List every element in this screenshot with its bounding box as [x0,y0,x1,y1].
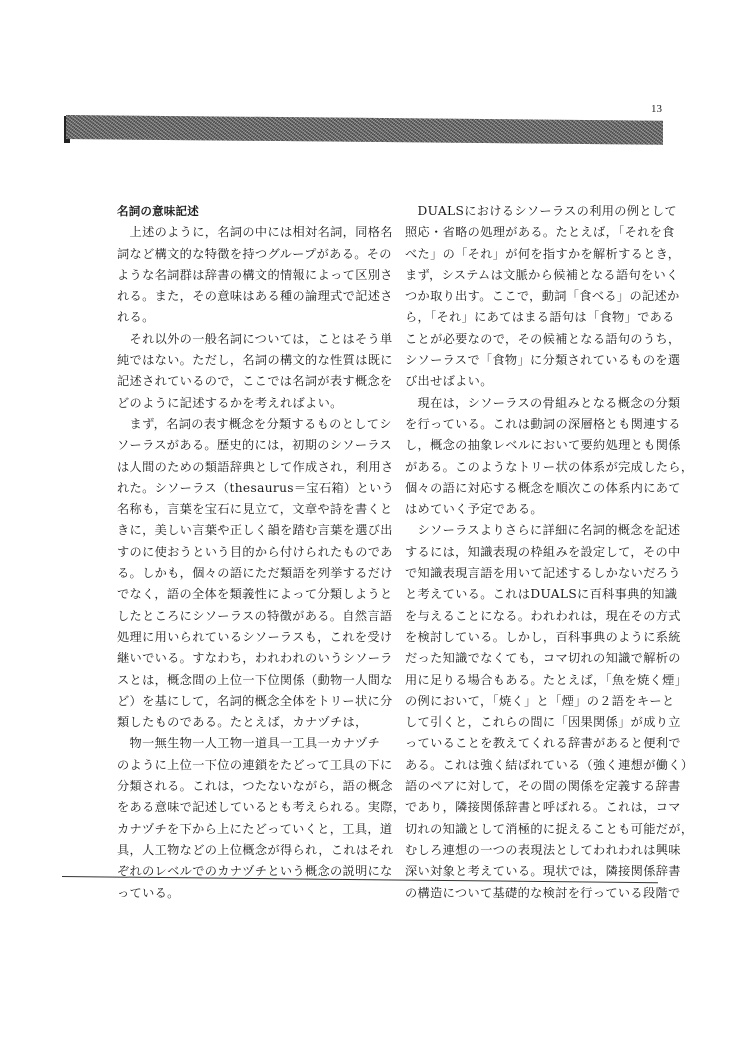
text-line: まず，システムは文脈から候補となる語句をいく [405,267,679,282]
text-line: 深い対象と考えている。現状では，隣接関係辞書 [405,864,681,879]
text-line: 現在は，シソーラスの骨組みとなる概念の分類 [405,395,681,410]
left-column [117,201,406,904]
text-line: 語のペアに対して，その間の関係を定義する辞書 [405,779,681,794]
text-line: れる。また，その意味はある種の論理式で記述さ [117,289,393,304]
text-line: ような名詞群は辞書の構文的情報によって区別さ [117,267,393,282]
text-line: どのように記述するかを考えればよい。 [117,395,343,410]
text-line: れた。シソーラス（thesaurus＝宝石箱）という [117,480,395,495]
text-line: でなく，語の全体を類義性によって分類しようと [117,587,393,602]
text-line: きに，美しい言葉や正しく韻を踏む言葉を選び出 [117,523,393,538]
text-line: べた」の「それ」が何を指すかを解析するとき， [405,246,681,261]
text-line: と考えている。これはDUALSに百科事典的知識 [405,587,678,602]
text-line: ある。これは強く結ばれている（強く連想が働く） [405,757,694,772]
text-line: 記述されているので，ここでは名詞が表す概念を [117,374,393,389]
text-line: ぞれのレベルでのカナヅチという概念の説明にな [117,864,393,879]
text-line: 物一無生物一人工物一道具一工具一カナヅチ [117,736,381,751]
text-line: 上述のように，名詞の中には相対名詞，同格名 [117,225,393,240]
text-line: っている。 [117,885,180,900]
text-line: 純ではない。ただし，名詞の構文的な性質は既に [117,353,393,368]
text-line: ソーラスがある。歴史的には，初期のシソーラス [117,438,393,453]
text-line: を与えることになる。われわれは，現在その方式 [405,608,681,623]
text-line: 用に足りる場合もある。たとえば，「魚を焼く煙」 [405,672,688,687]
text-line: つか取り出す。ここで，動詞「食べる」の記述か [405,289,680,304]
text-line: スとは，概念間の上位一下位関係（動物一人間な [117,672,393,687]
text-line: を検討している。しかし，百科事典のように系統 [405,629,681,644]
right-column [405,201,694,904]
text-line: び出せばよい。 [405,374,493,389]
text-line: 照応・省略の処理がある。たとえば，「それを食 [405,225,675,240]
left-column-body [117,222,406,904]
text-line: まず，名詞の表す概念を分類するものとしてシ [117,416,392,431]
text-line: の例において，「焼く」と「煙」の２語をキーと [405,693,675,708]
text-line: すのに使おうという目的から付けられたものであ [117,544,393,559]
text-line: れる。 [117,310,155,325]
text-line: 処理に用いられているシソーラスも，これを受け [117,629,393,644]
text-line: したところにシソーラスの特徴がある。自然言語 [117,608,393,623]
text-line: 名称も，言葉を宝石に見立て，文章や詩を書くと [117,502,393,517]
text-line: 継いでいる。すなわち，われわれのいうシソーラ [117,651,393,666]
text-line: ことが必要なので，その候補となる語句のうち， [405,331,681,346]
text-line: 個々の語に対応する概念を順次この体系内にあて [405,480,681,495]
text-line: し，概念の抽象レベルにおいて要約処理とも関係 [405,438,681,453]
text-line: するには，知識表現の枠組みを設定して，その中 [405,544,681,559]
text-line: して引くと，これらの間に「因果関係」が成り立 [405,715,681,730]
text-line: 切れの知識として消極的に捉えることも可能だが， [405,821,694,836]
text-line: 類したものである。たとえば，カナヅチは， [117,715,368,730]
text-line: ど）を基にして，名詞的概念全体をトリー状に分 [117,693,393,708]
text-line: DUALSにおけるシソーラスの利用の例として [405,204,677,218]
text-line: それ以外の一般名詞については，ことはそう単 [117,331,393,346]
text-line: はめていく予定である。 [405,502,543,517]
text-line: 具，人工物などの上位概念が得られ，これはそれ [117,842,394,857]
text-line: 分類される。これは，つたないながら，語の概念 [117,779,393,794]
text-line: の構造について基礎的な検討を行っている段階で [405,885,681,900]
text-line: で知識表現言語を用いて記述するしかないだろう [405,566,681,581]
text-line: をある意味で記述しているとも考えられる。実際， [117,800,406,815]
text-line: がある。このようなトリー状の体系が完成したら， [405,459,694,474]
text-line: っていることを教えてくれる辞書があると便利で [405,736,681,751]
text-line: だった知識でなくても，コマ切れの知識で解析の [405,651,681,666]
text-line: を行っている。これは動詞の深層格とも関連する [405,416,681,431]
text-line: むしろ連想の一つの表現法としてわれわれは興味 [405,842,681,857]
text-line: シソーラスで「食物」に分類されているものを選 [405,353,681,368]
text-line: ら，「それ」にあてはまる語句は「食物」である [405,310,675,325]
text-line: 詞など構文的な特徴を持つグループがある。その [117,246,392,261]
text-line: は人間のための類語辞典として作成され，利用さ [117,459,394,474]
text-line: カナヅチを下から上にたどっていくと，工具，道 [117,821,393,836]
text-line: シソーラスよりさらに詳細に名詞的概念を記述 [405,523,681,538]
text-line: のように上位一下位の連鎖をたどって工具の下に [117,757,393,772]
section-heading: 名詞の意味記述 [117,204,199,218]
text-line: る。しかも，個々の語にただ類語を列挙するだけ [117,566,393,581]
page-number: 13 [651,103,662,115]
text-line: であり，隣接関係辞書と呼ばれる。これは，コマ [405,800,681,815]
right-column-body [405,201,694,904]
header-band [66,115,663,145]
